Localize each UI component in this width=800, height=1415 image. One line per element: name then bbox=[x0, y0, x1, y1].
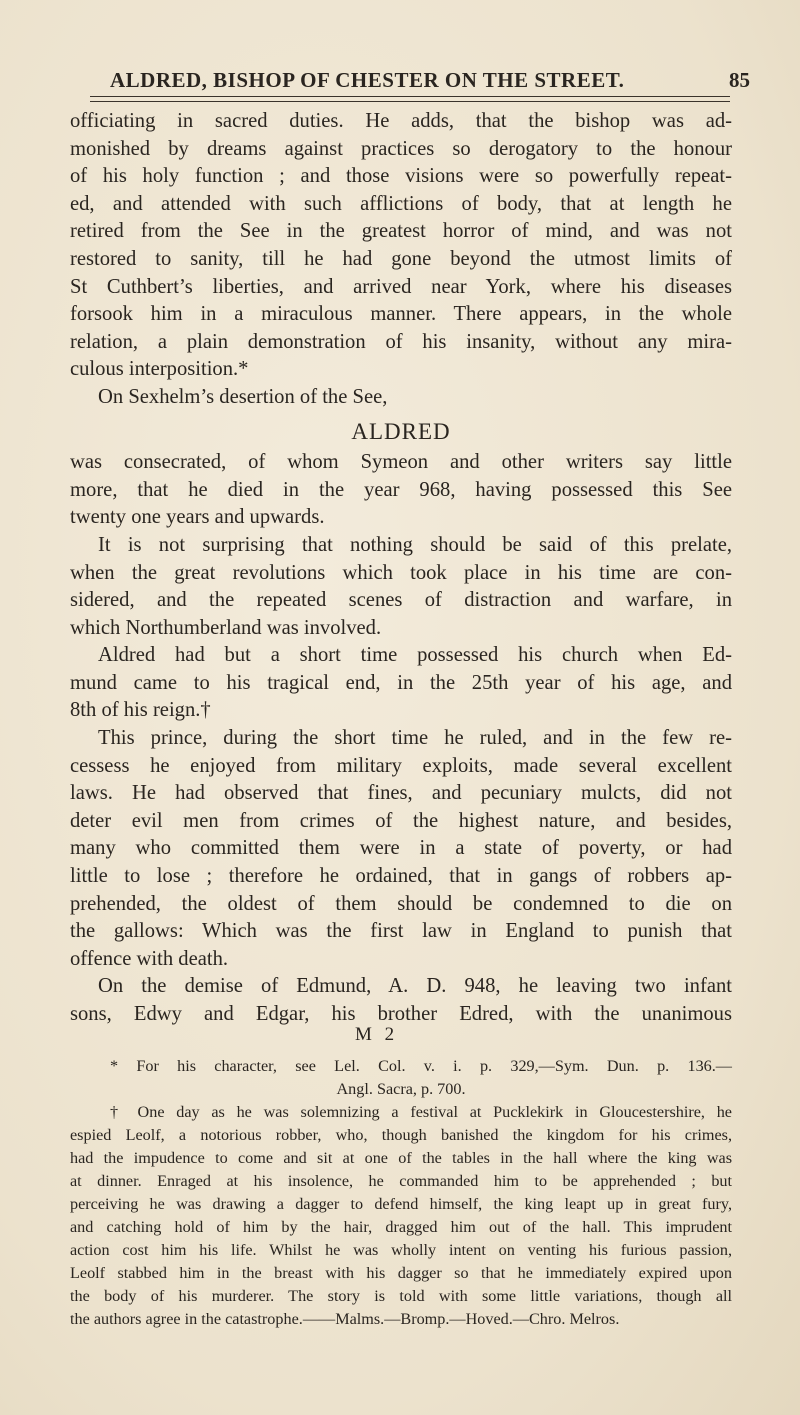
footnote-line: Leolf stabbed him in the breast with his dagger so that he immediately expired upon bbox=[70, 1264, 732, 1282]
text-line: monished by dreams against practices so derogatory to the honour bbox=[70, 137, 732, 160]
footnote-line: action cost him his life. Whilst he was wholly intent on venting his furious passion, bbox=[70, 1241, 732, 1259]
page-number: 85 bbox=[729, 68, 750, 92]
text-line: the gallows: Which was the first law in England to punish that bbox=[70, 920, 732, 943]
paragraph-4 bbox=[70, 532, 732, 642]
text-line: restored to sanity, till he had gone beyond the utmost limits of bbox=[70, 247, 732, 270]
signature-mark: M 2 bbox=[355, 1024, 399, 1045]
footnote-line: Angl. Sacra, p. 700. bbox=[336, 1080, 466, 1098]
paragraph-2: On Sexhelm’s desertion of the See, bbox=[98, 385, 388, 408]
text-line: officiating in sacred duties. He adds, that the bishop was ad- bbox=[70, 110, 732, 132]
section-heading: ALDRED bbox=[351, 418, 451, 444]
text-line: sons, Edwy and Edgar, his brother Edred, with the unanimous bbox=[70, 1003, 732, 1025]
footnote-line: perceiving he was drawing a dagger to defend himself, the king leapt up in great fury, bbox=[70, 1195, 732, 1213]
text-line: when the great revolutions which took place in his time are con- bbox=[70, 561, 732, 584]
text-line: deter evil men from crimes of the highest nature, and besides, bbox=[70, 809, 732, 832]
footnote-line: † One day as he was solemnizing a festival at Pucklekirk in Gloucestershire, he bbox=[110, 1103, 732, 1121]
text-line: twenty one years and upwards. bbox=[70, 506, 325, 529]
footnotes bbox=[70, 1055, 732, 1331]
paragraph-1 bbox=[70, 108, 732, 384]
text-line: which Northumberland was involved. bbox=[70, 616, 382, 639]
paragraph-6 bbox=[70, 725, 732, 973]
text-line: Aldred had but a short time possessed his church when Ed- bbox=[98, 644, 732, 667]
text-line: retired from the See in the greatest horror of mind, and was not bbox=[70, 220, 732, 243]
text-line: relation, a plain demonstration of his insanity, without any mira- bbox=[70, 330, 732, 353]
footnote-line: * For his character, see Lel. Col. v. i. p. 329,—Sym. Dun. p. 136.— bbox=[110, 1057, 732, 1075]
text-line: sidered, and the repeated scenes of distraction and warfare, in bbox=[70, 589, 732, 612]
footnote-line: the authors agree in the catastrophe.——Malms.—Bromp.—Hoved.—Chro. Melros. bbox=[70, 1310, 620, 1328]
text-line: laws. He had observed that fines, and pecuniary mulcts, did not bbox=[70, 782, 732, 805]
text-line: culous interposition.* bbox=[70, 358, 249, 381]
text-line: cessess he enjoyed from military exploits, made several excellent bbox=[70, 754, 732, 777]
text-line: many who committed them were in a state of poverty, or had bbox=[70, 837, 732, 860]
text-line: ed, and attended with such afflictions of body, that at length he bbox=[70, 192, 732, 215]
header-rule bbox=[90, 96, 730, 102]
text-line: forsook him in a miraculous manner. There appears, in the whole bbox=[70, 303, 732, 326]
paragraph-7 bbox=[70, 973, 732, 1028]
paragraph-5 bbox=[70, 642, 732, 725]
footnote-line: the body of his murderer. The story is told with some little variations, though all bbox=[70, 1287, 732, 1305]
body-text bbox=[70, 108, 732, 1029]
text-line: On the demise of Edmund, A. D. 948, he leaving two infant bbox=[98, 975, 732, 998]
paragraph-3 bbox=[70, 449, 732, 532]
text-line: more, that he died in the year 968, having possessed this See bbox=[70, 478, 732, 501]
footnote-line: and catching hold of him by the hair, dragged him out of the hall. This imprudent bbox=[70, 1218, 732, 1236]
text-line: It is not surprising that nothing should be said of this prelate, bbox=[98, 533, 732, 556]
footnote-dagger bbox=[70, 1101, 732, 1331]
text-line: St Cuthbert’s liberties, and arrived near York, where his diseases bbox=[70, 275, 732, 298]
footnote-line: at dinner. Enraged at his insolence, he commanded him to be apprehended ; but bbox=[70, 1172, 732, 1190]
text-line: was consecrated, of whom Symeon and other writers say little bbox=[70, 451, 732, 474]
text-line: mund came to his tragical end, in the 25th year of his age, and bbox=[70, 671, 732, 694]
text-line: offence with death. bbox=[70, 947, 229, 970]
text-line: prehended, the oldest of them should be condemned to die on bbox=[70, 892, 732, 915]
footnote-star bbox=[70, 1055, 732, 1101]
text-line: little to lose ; therefore he ordained, that in gangs of robbers ap- bbox=[70, 865, 732, 888]
footnote-line: espied Leolf, a notorious robber, who, though banished the kingdom for his crimes, bbox=[70, 1126, 732, 1144]
text-line: 8th of his reign.† bbox=[70, 699, 211, 722]
footnote-line: had the impudence to come and sit at one of the tables in the hall where the king was bbox=[70, 1149, 732, 1167]
running-head: ALDRED, BISHOP OF CHESTER ON THE STREET. bbox=[110, 68, 625, 92]
page-header bbox=[110, 68, 750, 98]
text-line: This prince, during the short time he ruled, and in the few re- bbox=[98, 727, 732, 750]
text-line: of his holy function ; and those visions were so powerfully repeat- bbox=[70, 165, 732, 188]
